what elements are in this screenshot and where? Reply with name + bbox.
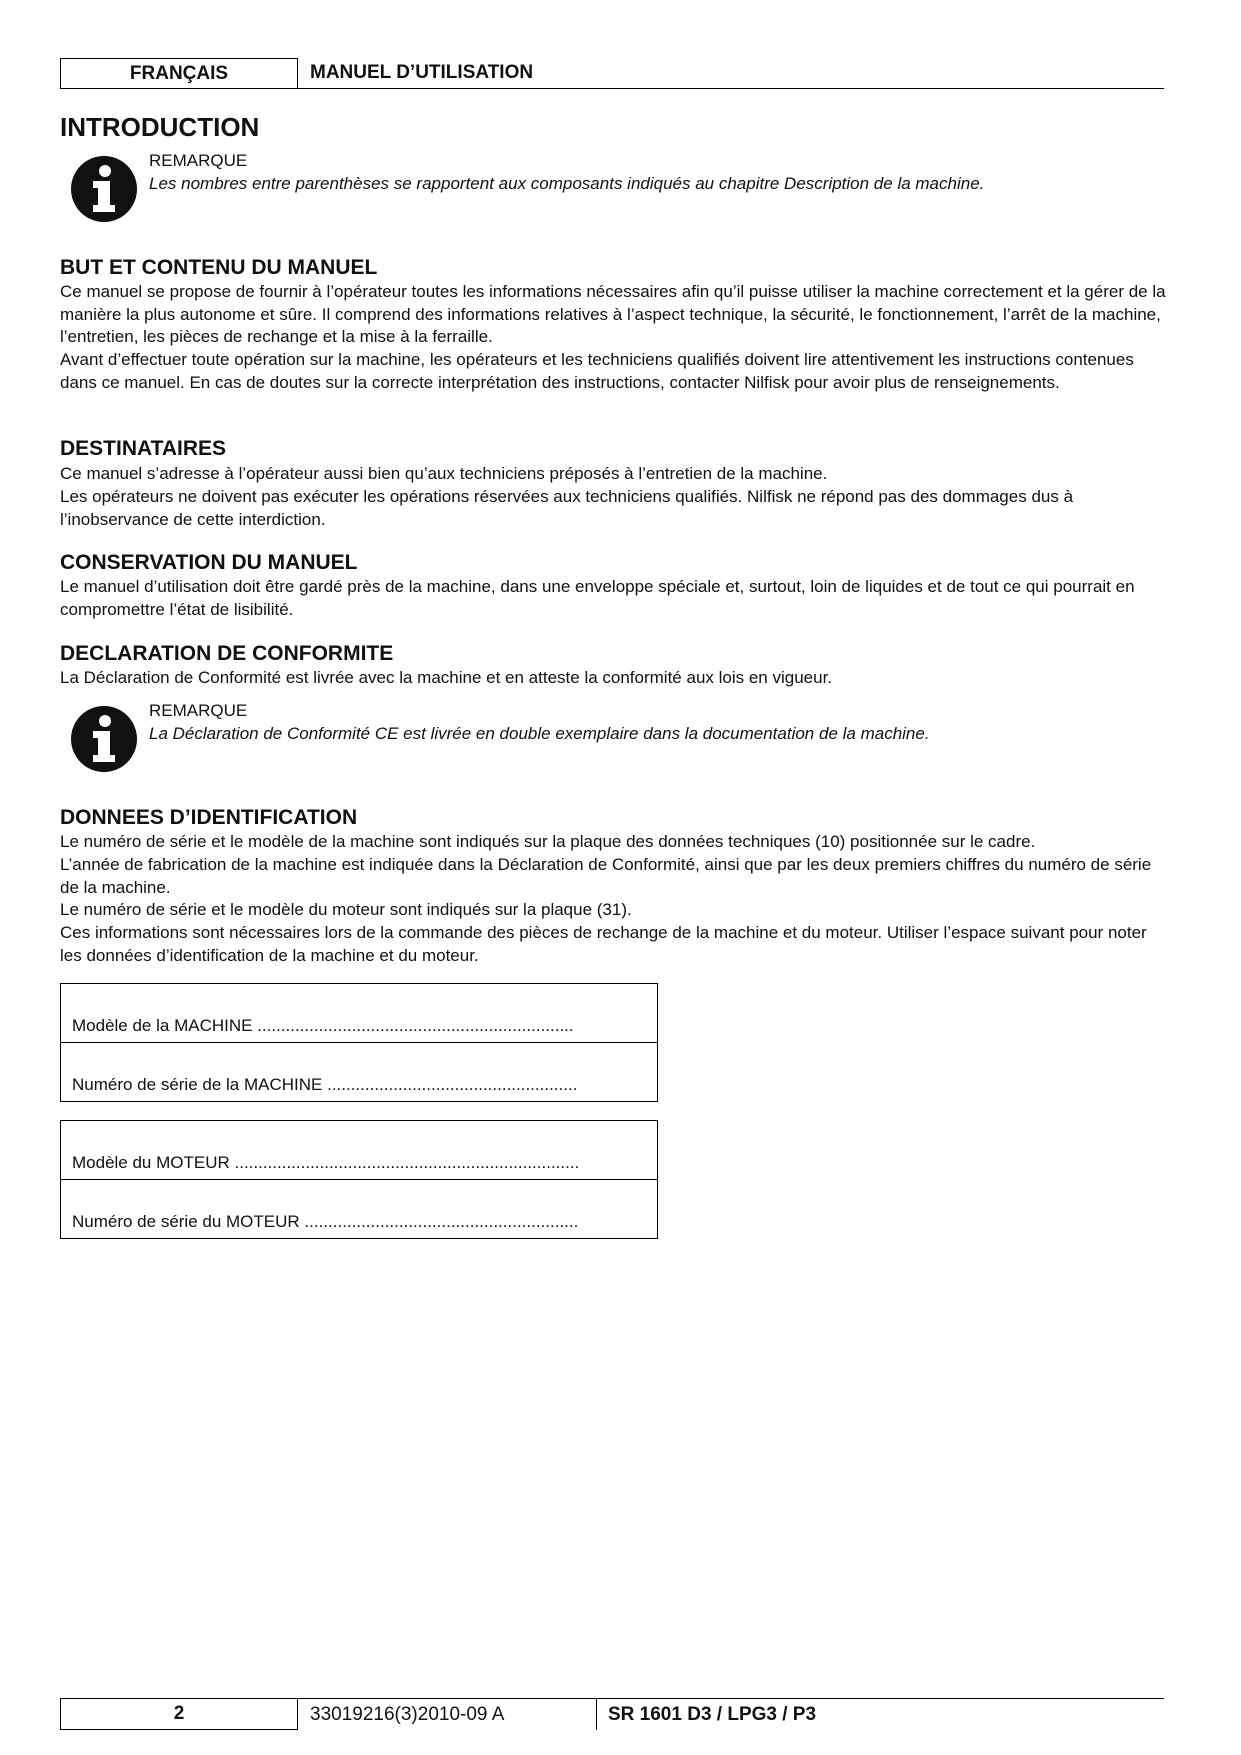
engine-id-box — [60, 1120, 658, 1239]
machine-serial-field[interactable] — [61, 1042, 657, 1101]
section-heading-identification: DONNEES D’IDENTIFICATION — [60, 806, 358, 829]
note-label: REMARQUE — [149, 151, 248, 170]
paragraph: Ce manuel s’adresse à l’opérateur aussi bien qu’aux techniciens préposés à l’entretien de la machine. — [60, 464, 828, 483]
engine-model-field[interactable] — [61, 1121, 657, 1179]
section-heading-destinataires: DESTINATAIRES — [60, 437, 227, 460]
paragraph: La Déclaration de Conformité est livrée avec la machine et en atteste la conformité aux lois en vigueur. — [60, 668, 833, 687]
info-icon — [70, 705, 138, 773]
paragraph: Le numéro de série et le modèle du moteur sont indiqués sur la plaque (31). — [60, 900, 632, 919]
machine-model-field[interactable] — [61, 984, 657, 1042]
introduction-heading: INTRODUCTION — [60, 112, 260, 142]
page-header — [60, 58, 1164, 88]
note-declaration — [60, 701, 1160, 781]
section-heading-but: BUT ET CONTENU DU MANUEL — [60, 256, 378, 279]
header-rule — [297, 88, 1164, 89]
machine-id-box — [60, 983, 658, 1102]
paragraph: L’année de fabrication de la machine est indiquée dans la Déclaration de Conformité, ainsi que par les deux premiers chiffres du numéro de série de la machine. — [60, 855, 1152, 897]
paragraph: Avant d’effectuer toute opération sur la machine, les opérateurs et les techniciens qualifiés doivent lire attentivement les instructions contenues dans ce manuel. En cas de doutes sur la correcte interprétation des instructions, contacter Nilfisk pour avoir plus de renseignements. — [60, 350, 1134, 392]
page-footer — [60, 1698, 1164, 1730]
note-intro — [60, 151, 1160, 231]
machine-model-name: SR 1601 D3 / LPG3 / P3 — [608, 1704, 817, 1725]
page-number: 2 — [60, 1698, 298, 1730]
note-text: Les nombres entre parenthèses se rapportent aux composants indiqués au chapitre Description de la machine. — [149, 174, 985, 193]
paragraph: Le numéro de série et le modèle de la machine sont indiqués sur la plaque des données techniques (10) positionnée sur le cadre. — [60, 832, 1036, 851]
machine-serial-label: Numéro de série de la MACHINE ..................................................... — [72, 1075, 578, 1094]
paragraph: Le manuel d’utilisation doit être gardé près de la machine, dans une enveloppe spéciale et, surtout, loin de liquides et de tout ce qui pourrait en compromettre l’état de lisibilité. — [60, 577, 1135, 619]
paragraph: Ce manuel se propose de fournir à l’opérateur toutes les informations nécessaires afin qu’il puisse utiliser la machine correctement et la gérer de la manière la plus autonome et sûre. Il comprend des informations relatives à l’aspect technique, la sécurité, le fonctionnement, l’arrêt de la machine, l’entretien, les pièces de rechange et la mise à la ferraille. — [60, 282, 1166, 347]
machine-model-label: Modèle de la MACHINE ................................................................... — [72, 1016, 574, 1035]
engine-serial-field[interactable] — [61, 1179, 657, 1238]
document-code: 33019216(3)2010-09 A — [310, 1704, 505, 1725]
note-text: La Déclaration de Conformité CE est livrée en double exemplaire dans la documentation de la machine. — [149, 724, 930, 743]
header-language: FRANÇAIS — [60, 58, 298, 89]
paragraph: Les opérateurs ne doivent pas exécuter les opérations réservées aux techniciens qualifiés. Nilfisk ne répond pas des dommages dus à l’inobservance de cette interdiction. — [60, 487, 1074, 529]
engine-serial-label: Numéro de série du MOTEUR .......................................................... — [72, 1212, 579, 1231]
info-icon — [70, 155, 138, 223]
section-heading-conservation: CONSERVATION DU MANUEL — [60, 551, 358, 574]
footer-divider — [596, 1698, 597, 1730]
section-heading-declaration: DECLARATION DE CONFORMITE — [60, 642, 394, 665]
note-label: REMARQUE — [149, 701, 248, 720]
header-title: MANUEL D’UTILISATION — [310, 62, 534, 83]
engine-model-label: Modèle du MOTEUR ......................................................................... — [72, 1153, 580, 1172]
footer-rule — [297, 1698, 1164, 1699]
paragraph: Ces informations sont nécessaires lors de la commande des pièces de rechange de la machine et du moteur. Utiliser l’espace suivant pour noter les données d’identification de la machine et du moteur. — [60, 923, 1147, 965]
